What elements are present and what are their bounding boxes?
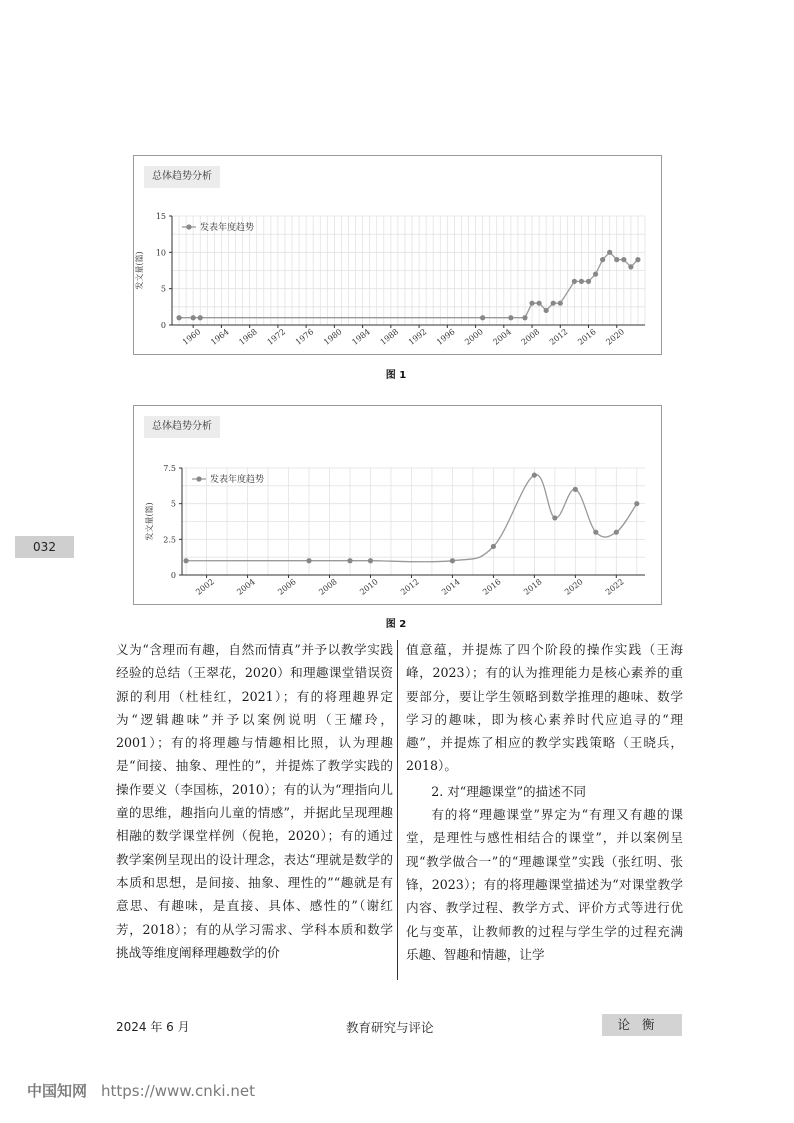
left-column <box>116 638 393 964</box>
figure-1-caption: 图 1 <box>385 370 407 381</box>
x-tick-label: 2004 <box>235 577 257 597</box>
x-tick-label: 1984 <box>350 327 372 347</box>
footer-section: 论衡 <box>602 1014 682 1036</box>
data-point <box>634 501 639 506</box>
y-tick-label: 10 <box>155 248 166 258</box>
y-tick-label: 5 <box>170 499 176 509</box>
y-tick-label: 5 <box>160 284 166 294</box>
x-tick-label: 2006 <box>276 577 298 597</box>
data-point <box>191 315 196 320</box>
section-heading: 2. 对“理趣课堂”的描述不同 <box>431 783 587 799</box>
data-point <box>593 530 598 535</box>
x-tick-label: 2010 <box>358 577 380 597</box>
x-tick-label: 1976 <box>293 327 316 347</box>
x-tick-label: 2018 <box>522 577 544 597</box>
data-point <box>551 301 556 306</box>
figure-1 <box>133 155 662 355</box>
x-tick-label: 2000 <box>463 327 485 347</box>
x-tick-label: 2008 <box>519 327 542 347</box>
x-tick-label: 2016 <box>481 577 503 597</box>
data-point <box>614 530 619 535</box>
figure-2-tag: 总体趋势分析 <box>144 416 220 438</box>
legend-marker <box>186 224 191 229</box>
data-point <box>491 544 496 549</box>
x-tick-label: 1988 <box>378 327 401 347</box>
series-line <box>179 252 638 317</box>
legend-marker <box>196 476 201 481</box>
x-tick-label: 1960 <box>180 327 203 347</box>
data-point <box>614 257 619 262</box>
data-point <box>558 301 563 306</box>
y-tick-label: 2.5 <box>163 535 176 545</box>
cnki-url: https://www.cnki.net <box>101 1082 255 1100</box>
right-paragraph-1: 值意蕴，并提炼了四个阶段的操作实践（王海峰，2023）；有的认为推理能力是核心素养的重要部分，要让学生领略到数学推理的趣味、数学学习的趣味，即为核心素养时代应追寻的“理趣”，并提炼了相应的教学实践策略（王晓兵，2018）。 <box>406 642 683 774</box>
legend-label: 发表年度趋势 <box>200 223 255 233</box>
x-tick-label: 2008 <box>317 577 339 597</box>
column-divider <box>397 640 398 980</box>
data-point <box>607 250 612 255</box>
left-paragraph: 义为“含理而有趣，自然而情真”并予以教学实践经验的总结（王翠花，2020）和理趣课堂错误资源的利用（杜桂红，2021）；有的将理趣界定为“逻辑趣味”并予以案例说明（王耀玲，2001）；有的将理趣与情趣相比照，认为理趣是“间接、抽象、理性的”，并提炼了教学实践的操作要义（李国栋，2010）；有的认为“理指向儿童的思维，趣指向儿童的情感”，并据此呈现理趣相融的数学课堂样例（倪艳，2020）；有的通过教学案例呈现出的设计理念，表达“理就是数学的本质和思想，是间接、抽象、理性的”“趣就是有意思、有趣味，是直接、具体、感性的”（谢红芳，2018）；有的从学习需求、学科本质和数学挑战等维度阐释理趣数学的价 <box>116 642 393 960</box>
data-point <box>552 515 557 520</box>
right-paragraph-2: 有的将“理趣课堂”界定为“有理又有趣的课堂，是理性与感性相结合的课堂”，并以案例呈现“教学做合一”的“理趣课堂”实践（张红明、张锋，2023）；有的将理趣课堂描述为“对课堂教学内容、教学过程、教学方式、评价方式等进行优化与变革，让教师教的过程与学生学的过程充满乐趣、智趣和情趣，让学 <box>406 807 683 962</box>
data-point <box>522 315 527 320</box>
data-point <box>621 257 626 262</box>
figure-2 <box>133 405 662 605</box>
y-tick-label: 0 <box>170 571 176 580</box>
data-point <box>537 301 542 306</box>
x-tick-label: 2014 <box>440 577 462 597</box>
figure-2-chart <box>134 406 661 604</box>
right-column <box>406 638 683 966</box>
y-tick-label: 7.5 <box>163 464 176 473</box>
footer-journal: 教育研究与评论 <box>346 1020 434 1035</box>
x-tick-label: 1996 <box>434 327 457 347</box>
figure-2-caption: 图 2 <box>385 619 407 630</box>
cnki-logo: 中国知网 <box>27 1082 88 1100</box>
y-axis-label: 发文量(篇) <box>145 502 154 541</box>
data-point <box>532 473 537 478</box>
data-point <box>306 558 311 563</box>
data-point <box>176 315 181 320</box>
data-point <box>508 315 513 320</box>
legend-label: 发表年度趋势 <box>210 475 265 485</box>
x-tick-label: 1992 <box>406 327 429 347</box>
data-point <box>572 279 577 284</box>
data-point <box>529 301 534 306</box>
data-point <box>347 558 352 563</box>
figure-1-chart <box>134 156 661 354</box>
x-tick-label: 1980 <box>322 327 344 347</box>
data-point <box>573 487 578 492</box>
x-tick-label: 2016 <box>576 327 598 347</box>
data-point <box>628 264 633 269</box>
figure-1-tag: 总体趋势分析 <box>144 166 220 188</box>
x-tick-label: 2012 <box>547 327 570 347</box>
data-point <box>579 279 584 284</box>
page-number: 032 <box>15 536 74 558</box>
x-tick-label: 2020 <box>563 577 585 597</box>
cnki-watermark <box>27 1080 255 1101</box>
data-point <box>198 315 203 320</box>
data-point <box>368 558 373 563</box>
x-tick-label: 2022 <box>603 577 626 597</box>
data-point <box>635 257 640 262</box>
legend <box>192 473 264 485</box>
data-point <box>183 558 188 563</box>
data-point <box>586 279 591 284</box>
data-point <box>544 308 549 313</box>
x-tick-label: 2012 <box>399 577 421 597</box>
x-tick-label: 2002 <box>194 577 216 597</box>
x-tick-label: 1964 <box>209 327 231 347</box>
x-tick-label: 1972 <box>265 327 288 347</box>
x-tick-label: 2020 <box>604 327 627 347</box>
data-point <box>480 315 485 320</box>
footer-date: 2024 年 6 月 <box>116 1020 190 1034</box>
x-tick-label: 1968 <box>237 327 259 347</box>
y-tick-label: 15 <box>155 212 166 221</box>
y-tick-label: 0 <box>160 321 166 330</box>
y-axis-label: 发文量(篇) <box>135 251 144 290</box>
x-tick-label: 2004 <box>491 327 514 347</box>
data-point <box>600 257 605 262</box>
data-point <box>593 272 598 277</box>
data-point <box>450 558 455 563</box>
